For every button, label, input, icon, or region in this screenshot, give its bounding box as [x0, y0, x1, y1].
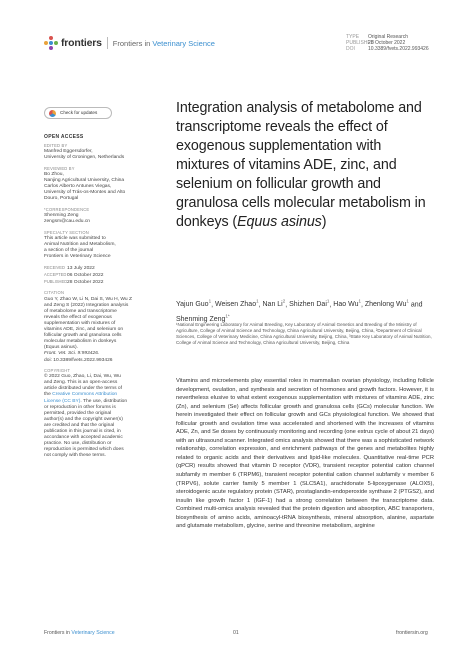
meta-published: PUBLISHED28 October 2022 [346, 40, 406, 47]
copyright-section: COPYRIGHT © 2022 Guo, Zhao, Li, Dai, Wu, Wu and Zeng. This is an open-access article distributed under the terms of the Creative Commons Attribution License (CC BY). The use, distribution or reproduction in other forums is permitted, provided the original author(s) and the copyright owner(s) are credited and that the original publication in this journal is cited, in accordance with accepted academic practice. No use, distribution or reproduction is permitted which does not comply with these terms. [44, 368, 128, 459]
journal-name: Frontiers in Veterinary Science [112, 38, 215, 48]
open-access-label: OPEN ACCESS [44, 134, 84, 140]
citation-doi[interactable]: doi: 10.3389/fvets.2022.993426 [44, 357, 113, 363]
correspondence-section: *CORRESPONDENCE Shenming Zeng zengsm@cau.edu.cn [44, 207, 162, 225]
check-updates-button[interactable] [44, 107, 112, 119]
specialty-section: SPECIALTY SECTION This article was submitted to Animal Nutrition and Metabolism, a section of the journal Frontiers in Veterinary Science [44, 229, 116, 260]
frontiers-logo[interactable] [44, 36, 215, 50]
author[interactable]: Hao Wu$^1$ [333, 299, 361, 309]
affiliations: ¹National Engineering Laboratory for Animal Breeding, Key Laboratory of Animal Genetics and Breeding of the Ministry of Agriculture, College of Animal Science and Technology, China Agricultural University, Beijing, China, ²Department of Clinical Sciences, College of Veterinary Medicine, China Agricultural University, Beijing, China, ³State Key Laboratory of Animal Nutrition, College of Animal Science and Technology, China Agricultural University, Beijing, China [176, 322, 432, 346]
author[interactable]: Zhenlong Wu$^1$ [364, 299, 409, 309]
article-title: Integration analysis of metabolome and transcriptome reveals the effect of exogenous supplementation with mixtures of vitamins ADE, zinc, and selenium on follicular growth and granulosa cells molecular metabolism in donkeys (Equus asinus) [176, 100, 426, 230]
check-updates-icon [49, 110, 56, 117]
left-sidebar [44, 107, 162, 464]
author[interactable]: Weisen Zhao$^1$ [214, 299, 259, 309]
author[interactable]: Yajun Guo$^1$ [176, 299, 212, 309]
header-divider [107, 37, 108, 49]
footer-website[interactable]: frontiersin.org [396, 630, 428, 636]
article-meta [346, 34, 429, 53]
author-list: Yajun Guo$^1$, Weisen Zhao$^1$, Nan Li$^2$, Shizhen Dai$^1$, Hao Wu$^1$, Zhenlong Wu$^1$ and Shenming Zeng$^{1*}$ [176, 299, 423, 324]
meta-doi: DOI 10.3389/fvets.2022.993426 [346, 46, 429, 53]
check-updates-label: Check for updates [60, 109, 98, 115]
brand-name: frontiers [61, 37, 102, 49]
author[interactable]: Shizhen Dai$^1$ [289, 299, 330, 309]
page-header [44, 34, 444, 54]
meta-type: TYPE Original Research [346, 34, 409, 40]
frontiers-logo-icon [44, 36, 58, 50]
page-number: 01 [233, 630, 239, 636]
article-dates: RECEIVED 13 July 2022 ACCEPTED06 October 2022 PUBLISHED28 October 2022 [44, 264, 104, 285]
footer-journal: Frontiers in Veterinary Science [44, 630, 115, 636]
reviewed-by-section: REVIEWED BY Bo Zhou, Nanjing Agricultural University, China Carlos Alberto Antunes Viegas, University of Trás-os-Montes and Alto Douro, Portugal [44, 165, 126, 202]
author[interactable]: Nan Li$^2$ [262, 299, 286, 309]
license-link[interactable]: Creative Commons Attribution License (CC BY) [44, 392, 118, 404]
author[interactable]: Shenming Zeng$^{1*}$ [176, 313, 230, 324]
abstract: Vitamins and microelements play essential roles in mammalian ovarian physiology, including follicle development, ovulation, and synthesis and secretion of hormones and growth factors. However, it is nevertheless elusive to what extent exogenous supplementation with mixtures of vitamins ADE, zinc (Zn), and selenium (Se) affects follicular growth and granulosa cells (GCs) molecular function. We herein investigated their effect on follicular growth and GCs physiological function. We showed that follicular growth and ovulation time was accelerated and shortened with the increases of vitamins ADE, Zn, and Se doses by continuously monitoring and recording (one estrus cycle of about 21 days) with an ultrasound scanner. Integrated omics analysis showed that there was a sophisticated network relationship, correlation expression, and enrichment pathways of the genes and metabolites highly related to organic acids and their derivatives and lipid-like molecules. Quantitative real-time PCR (qPCR) results showed that vitamin D receptor (VDR), transient receptor potential cation channel subfamily m member 6 (TRPM6), transient receptor potential cation channel subfamily v member 6 (TRPV6), solute carrier family 5 member 1 (SLC5A1), arachidonate 5-lipoxygenase (ALOX5), steroidogenic acute regulatory protein (STAR), prostaglandin-endoperoxide synthase 2 (PTGS2), and insulin like growth factor 1 (IGF-1) had a strong correlation between the transcriptome data. Combined multi-omics analysis revealed that the protein digestion and absorption, ABC transporters, biosynthesis of amino acids, aminoacyl-tRNA biosynthesis, mineral absorption, alanine, aspartate and glutamate metabolism, glycine, serine and threonine metabolism, arginine [176, 378, 434, 530]
edited-by-section: EDITED BY Manfred Eggersdorfer, University of Groningen, Netherlands [44, 143, 125, 161]
citation-section: CITATION Guo Y, Zhao W, Li N, Dai S, Wu H, Wu Z and Zeng S (2022) Integration analysis of metabolome and transcriptome reveals the effect of exogenous supplementation with mixtures of vitamins ADE, zinc, and selenium on follicular growth and granulosa cells molecular metabolism in donkeys (Equus asinus). Front. Vet. Sci. 9:993426. doi: 10.3389/fvets.2022.993426 [44, 290, 162, 363]
correspondence-email[interactable]: Shenming Zeng zengsm@cau.edu.cn [44, 213, 91, 225]
